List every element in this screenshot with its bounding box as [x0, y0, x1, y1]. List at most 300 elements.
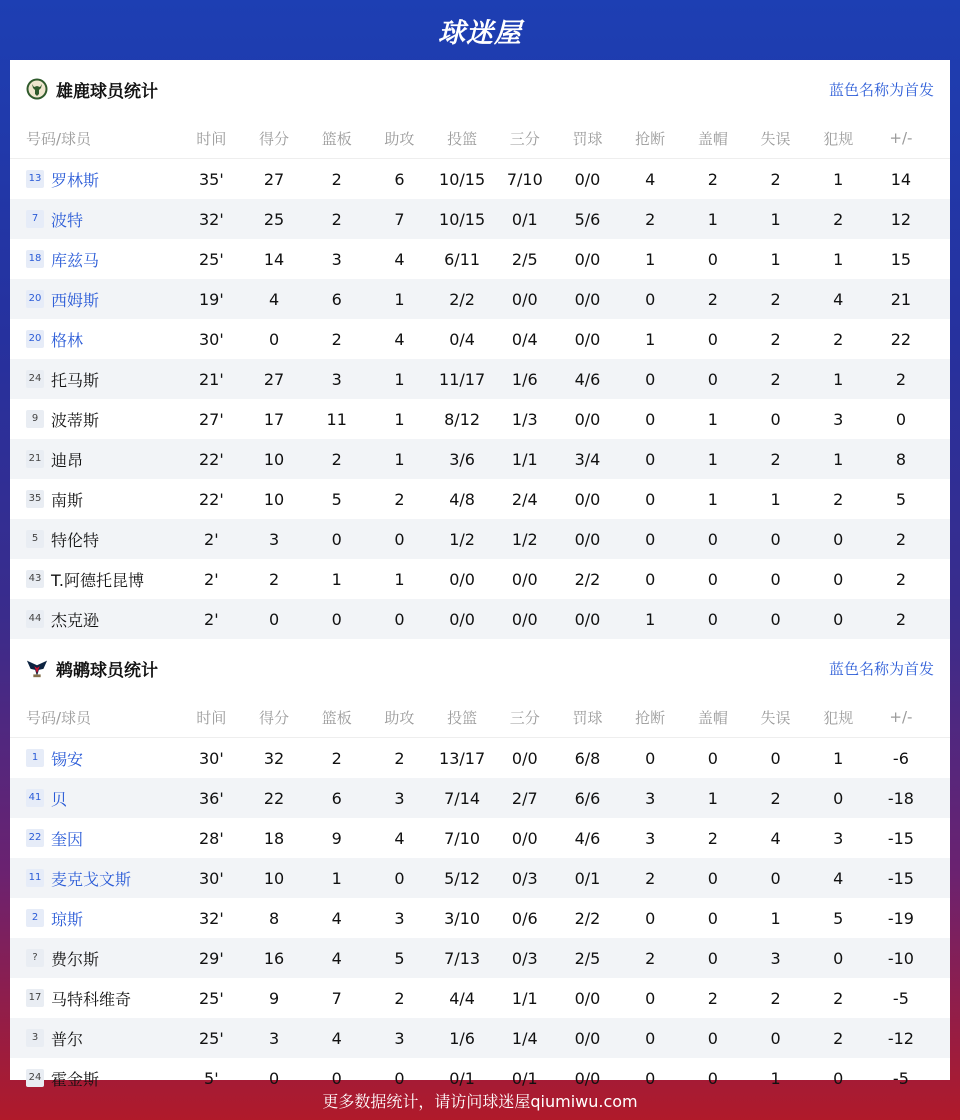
stat-cell: 2: [645, 948, 656, 968]
stat-cell: 0: [645, 529, 656, 549]
stat-cell: 0/4: [449, 329, 475, 349]
jersey-number-badge: 7: [26, 210, 44, 228]
stat-cell: 3: [394, 788, 405, 808]
stat-cell: 0: [707, 369, 718, 389]
stat-cell: 5/12: [444, 868, 481, 888]
stat-cell: 1/6: [449, 1028, 475, 1048]
stat-cell: 2: [645, 868, 656, 888]
column-header: 罚球: [572, 129, 603, 148]
stat-cell: 3: [770, 948, 781, 968]
stat-cell: 2: [895, 609, 906, 629]
stat-cell: 1: [394, 569, 405, 589]
stat-cell: 4: [331, 1028, 342, 1048]
stat-cell: 4: [833, 289, 844, 309]
stat-cell: 0: [707, 569, 718, 589]
column-header: 篮板: [321, 708, 352, 727]
stat-cell: 4: [394, 249, 405, 269]
column-header: 时间: [196, 129, 227, 148]
stat-cell: 4: [268, 289, 280, 309]
stat-cell: 0: [770, 529, 781, 549]
jersey-number-badge: 17: [26, 989, 44, 1007]
stat-cell: 0: [645, 1028, 656, 1048]
jersey-number-badge: 18: [26, 250, 44, 268]
player-cell: [10, 168, 180, 191]
stat-cell: 2: [895, 529, 906, 549]
stat-cell: 0/1: [574, 868, 601, 888]
stat-cell: 0/0: [574, 329, 601, 349]
stat-cell: 2: [833, 329, 844, 349]
stat-cell: -10: [887, 948, 914, 968]
stat-cell: 3: [268, 1028, 280, 1048]
player-row[interactable]: [10, 159, 950, 199]
stat-cell: 0: [645, 908, 656, 928]
player-name[interactable]: T.阿德托昆博: [51, 570, 144, 590]
stat-cell: 0/0: [449, 569, 475, 589]
stat-cell: 12: [890, 209, 912, 229]
stat-cell: 3: [645, 788, 656, 808]
stat-cell: 0: [707, 1068, 718, 1088]
stat-cell: 2: [833, 209, 844, 229]
column-header: +/-: [889, 129, 913, 147]
column-header: +/-: [889, 708, 913, 726]
stat-cell: 1: [707, 209, 718, 229]
stat-cell: 0: [770, 748, 781, 768]
column-header: 号码/球员: [26, 129, 92, 148]
stat-cell: 2: [645, 209, 656, 229]
stat-cell: -5: [892, 1068, 909, 1088]
stat-cell: 0/0: [574, 289, 601, 309]
player-cell: [10, 608, 180, 631]
stats-table: [10, 118, 950, 639]
stat-cell: 1: [833, 369, 844, 389]
stat-cell: 4: [394, 329, 405, 349]
footer-link[interactable]: 更多数据统计，请访问球迷屋qiumiwu.com: [322, 1091, 638, 1111]
stat-cell: 5: [331, 489, 342, 509]
stat-cell: 3: [833, 828, 844, 848]
player-row[interactable]: [10, 599, 950, 639]
stat-cell: 25: [263, 209, 285, 229]
stat-cell: 0: [707, 748, 718, 768]
stat-cell: 0: [833, 788, 844, 808]
stat-cell: 6/8: [574, 748, 601, 768]
player-row[interactable]: [10, 239, 950, 279]
stat-cell: 0: [770, 1028, 781, 1048]
stat-cell: 2': [204, 529, 219, 549]
stat-cell: 6: [331, 289, 342, 309]
stat-cell: 1: [394, 409, 405, 429]
player-row[interactable]: [10, 399, 950, 439]
player-cell: [10, 787, 180, 810]
stat-cell: 0: [707, 609, 718, 629]
stat-cell: 11/17: [439, 369, 486, 389]
player-name[interactable]: 马特科维奇: [51, 989, 132, 1009]
stat-cell: 0/0: [574, 489, 601, 509]
jersey-number-badge: 2: [26, 909, 44, 927]
stat-cell: 32: [263, 748, 285, 768]
stat-cell: 6: [331, 788, 342, 808]
player-row[interactable]: [10, 858, 950, 898]
jersey-number-badge: 41: [26, 789, 44, 807]
player-row[interactable]: [10, 938, 950, 978]
player-row[interactable]: [10, 479, 950, 519]
player-row[interactable]: [10, 319, 950, 359]
player-name[interactable]: 西姆斯: [51, 290, 100, 310]
stat-cell: 0: [645, 748, 656, 768]
stat-cell: 3: [645, 828, 656, 848]
stat-cell: 2: [331, 329, 342, 349]
player-cell: [10, 747, 180, 770]
stat-cell: 2/2: [449, 289, 475, 309]
stat-cell: 8: [895, 449, 906, 469]
stat-cell: 1: [645, 249, 656, 269]
stat-cell: 0: [268, 1068, 280, 1088]
player-name[interactable]: 迪昂: [51, 450, 84, 470]
player-row[interactable]: [10, 738, 950, 778]
stat-cell: 0: [833, 529, 844, 549]
jersey-number-badge: 35: [26, 490, 44, 508]
player-name[interactable]: 南斯: [51, 490, 84, 510]
stat-cell: 4: [645, 169, 656, 189]
stat-cell: 2/4: [511, 489, 538, 509]
stat-cell: 30': [198, 329, 224, 349]
stat-cell: 2/5: [574, 948, 601, 968]
stat-cell: 21: [890, 289, 912, 309]
stat-cell: 1/1: [511, 988, 538, 1008]
player-row[interactable]: [10, 1018, 950, 1058]
stat-cell: 2: [707, 988, 718, 1008]
stat-cell: -18: [887, 788, 914, 808]
column-header: 投篮: [447, 129, 478, 148]
stat-cell: 2/7: [511, 788, 538, 808]
stat-cell: 14: [263, 249, 285, 269]
section-header: [10, 639, 950, 697]
player-name[interactable]: 罗林斯: [51, 170, 100, 190]
stat-cell: 0/0: [574, 1028, 601, 1048]
player-name[interactable]: 杰克逊: [51, 610, 100, 630]
stat-cell: 0: [770, 609, 781, 629]
column-header: 犯规: [823, 129, 854, 148]
stat-cell: 4: [770, 828, 781, 848]
starter-note: 蓝色名称为首发: [828, 80, 934, 99]
player-cell: [10, 288, 180, 311]
stat-cell: 2/2: [574, 569, 601, 589]
stat-cell: 0: [645, 289, 656, 309]
stat-cell: 25': [198, 1028, 224, 1048]
stat-cell: 0: [707, 329, 718, 349]
stat-cell: 1: [770, 249, 781, 269]
player-name[interactable]: 托马斯: [51, 370, 100, 390]
stat-cell: 0: [707, 908, 718, 928]
column-header: 助攻: [384, 708, 415, 727]
stat-cell: 0: [645, 988, 656, 1008]
stat-cell: 35': [198, 169, 224, 189]
stat-cell: 18: [263, 828, 285, 848]
column-header: 盖帽: [697, 129, 728, 148]
stat-cell: 0/6: [511, 908, 538, 928]
stat-cell: 3/6: [449, 449, 475, 469]
stat-cell: -15: [887, 868, 914, 888]
player-cell: [10, 328, 180, 351]
stat-cell: 0: [707, 529, 718, 549]
stat-cell: 1: [394, 449, 405, 469]
stat-cell: 4: [331, 948, 342, 968]
stat-cell: 22': [198, 449, 224, 469]
section-title-group: [26, 77, 158, 102]
stat-cell: 2/5: [511, 249, 538, 269]
column-header: 盖帽: [697, 708, 728, 727]
stat-cell: 0: [331, 1068, 342, 1088]
stat-cell: 0/3: [511, 868, 538, 888]
player-cell: [10, 987, 180, 1010]
player-name[interactable]: 格林: [51, 330, 84, 350]
column-header: 得分: [259, 708, 290, 727]
jersey-number-badge: 24: [26, 370, 44, 388]
jersey-number-badge: 3: [26, 1029, 44, 1047]
player-name[interactable]: 波特: [51, 210, 84, 230]
stat-cell: 0: [707, 868, 718, 888]
stat-cell: 2: [833, 1028, 844, 1048]
site-logo[interactable]: 球迷屋: [438, 17, 522, 49]
stat-cell: 6/6: [574, 788, 601, 808]
player-row[interactable]: [10, 279, 950, 319]
stat-cell: 0: [394, 529, 405, 549]
stat-cell: 2: [331, 209, 342, 229]
stat-cell: 0: [645, 369, 656, 389]
stat-cell: 7/10: [506, 169, 543, 189]
stat-cell: 4/6: [574, 828, 601, 848]
column-header: 得分: [259, 129, 290, 148]
stat-cell: 4: [394, 828, 405, 848]
player-cell: [10, 208, 180, 231]
stat-cell: 1: [645, 329, 656, 349]
player-name[interactable]: 费尔斯: [51, 949, 100, 969]
stat-cell: 6: [394, 169, 405, 189]
stat-cell: 27': [198, 409, 224, 429]
player-row[interactable]: [10, 898, 950, 938]
player-name[interactable]: 库兹马: [51, 250, 100, 270]
stat-cell: 0/0: [574, 529, 601, 549]
stat-cell: 0/0: [511, 748, 538, 768]
player-row[interactable]: [10, 199, 950, 239]
player-name[interactable]: 特伦特: [51, 530, 100, 550]
jersey-number-badge: 24: [26, 1069, 44, 1087]
stat-cell: 0/0: [574, 988, 601, 1008]
stat-cell: 3: [268, 529, 280, 549]
stat-cell: 3: [394, 1028, 405, 1048]
stat-cell: 21': [198, 369, 224, 389]
player-cell: [10, 488, 180, 511]
player-name[interactable]: 霍金斯: [51, 1069, 100, 1089]
section-title: 鹈鹕球员统计: [56, 660, 158, 681]
stat-cell: 3: [833, 409, 844, 429]
stat-cell: 27: [263, 169, 285, 189]
player-cell: [10, 448, 180, 471]
player-name[interactable]: 贝: [51, 789, 68, 809]
stat-cell: 9: [331, 828, 342, 848]
stat-cell: 2: [770, 449, 781, 469]
player-row[interactable]: [10, 519, 950, 559]
stat-cell: 1: [645, 609, 656, 629]
stat-cell: 2': [204, 609, 219, 629]
bucks-logo-icon: [26, 78, 48, 100]
stat-cell: 0/0: [574, 249, 601, 269]
site-header: [0, 0, 960, 60]
stat-cell: 1: [331, 569, 342, 589]
stat-cell: 3/10: [444, 908, 481, 928]
stat-cell: 28': [198, 828, 224, 848]
stat-cell: 2: [268, 569, 280, 589]
stat-cell: 0: [268, 329, 280, 349]
stat-cell: 0/0: [511, 609, 538, 629]
jersey-number-badge: 43: [26, 570, 44, 588]
stat-cell: 0: [394, 1068, 405, 1088]
player-name[interactable]: 奎因: [51, 829, 84, 849]
stat-cell: 0: [770, 868, 781, 888]
stat-cell: 13/17: [439, 748, 486, 768]
stat-cell: 1: [833, 169, 844, 189]
player-row[interactable]: [10, 559, 950, 599]
stat-cell: 1: [833, 449, 844, 469]
stat-cell: 3: [331, 369, 342, 389]
pelicans-logo-icon: [26, 657, 48, 679]
jersey-number-badge: 20: [26, 290, 44, 308]
stat-cell: 8: [268, 908, 280, 928]
stat-cell: 1/4: [511, 1028, 538, 1048]
stat-cell: 5: [833, 908, 844, 928]
stat-cell: 1: [833, 748, 844, 768]
player-name[interactable]: 锡安: [51, 749, 84, 769]
player-row[interactable]: [10, 978, 950, 1018]
stat-cell: 29': [198, 948, 224, 968]
column-header: 抢断: [635, 708, 666, 727]
stat-cell: 0/1: [511, 1068, 538, 1088]
section-header: [10, 60, 950, 118]
stat-cell: 19': [198, 289, 224, 309]
stat-cell: 36': [198, 788, 224, 808]
player-row[interactable]: [10, 359, 950, 399]
stat-cell: 2: [895, 569, 906, 589]
jersey-number-badge: 1: [26, 749, 44, 767]
stat-cell: 15: [890, 249, 912, 269]
stat-cell: 2: [394, 748, 405, 768]
stat-cell: 8/12: [444, 409, 481, 429]
player-name[interactable]: 琼斯: [51, 909, 84, 929]
stat-cell: 1: [707, 788, 718, 808]
player-name[interactable]: 普尔: [51, 1029, 84, 1049]
stat-cell: 7/14: [444, 788, 481, 808]
stat-cell: 2: [833, 489, 844, 509]
stat-cell: 0: [770, 569, 781, 589]
stat-cell: 6/11: [444, 249, 481, 269]
jersey-number-badge: ?: [26, 949, 44, 967]
stat-cell: 1: [770, 489, 781, 509]
stat-cell: 0/0: [574, 409, 601, 429]
stat-cell: 0: [331, 529, 342, 549]
pelicans-stats-section: [10, 639, 950, 1098]
stat-cell: 0: [645, 449, 656, 469]
stat-cell: 1: [770, 1068, 781, 1088]
stat-cell: 0/0: [511, 828, 538, 848]
stat-cell: 2: [331, 748, 342, 768]
stat-cell: 0: [895, 409, 906, 429]
stat-cell: 1/1: [511, 449, 538, 469]
stat-cell: 0: [645, 569, 656, 589]
column-header: 失误: [760, 708, 791, 727]
column-header: 号码/球员: [26, 708, 92, 727]
stat-cell: 10/15: [439, 169, 486, 189]
stat-cell: 0: [645, 489, 656, 509]
stat-cell: 2: [770, 329, 781, 349]
player-row[interactable]: [10, 439, 950, 479]
stat-cell: 1: [331, 868, 342, 888]
jersey-number-badge: 44: [26, 610, 44, 628]
stat-cell: 10: [263, 868, 285, 888]
stat-cell: 2/2: [574, 908, 601, 928]
stat-cell: 0: [645, 409, 656, 429]
stat-cell: 0: [833, 609, 844, 629]
section-title-group: [26, 656, 158, 681]
jersey-number-badge: 21: [26, 450, 44, 468]
column-header: 三分: [509, 129, 540, 148]
stat-cell: 3/4: [574, 449, 601, 469]
player-cell: [10, 368, 180, 391]
player-cell: [10, 248, 180, 271]
stat-cell: 22': [198, 489, 224, 509]
player-name[interactable]: 麦克戈文斯: [51, 869, 132, 889]
stat-cell: 0: [707, 948, 718, 968]
stat-cell: 0/1: [449, 1068, 475, 1088]
stat-cell: 0/4: [511, 329, 538, 349]
stat-cell: 4/6: [574, 369, 601, 389]
stat-cell: -12: [887, 1028, 914, 1048]
stat-cell: 3: [394, 908, 405, 928]
jersey-number-badge: 11: [26, 869, 44, 887]
stat-cell: -15: [887, 828, 914, 848]
stat-cell: 7: [331, 988, 342, 1008]
jersey-number-badge: 22: [26, 829, 44, 847]
bucks-stats-section: [10, 60, 950, 639]
stat-cell: 0: [770, 409, 781, 429]
player-name[interactable]: 波蒂斯: [51, 410, 100, 430]
stat-cell: 2: [833, 988, 844, 1008]
stat-cell: 10: [263, 449, 285, 469]
stat-cell: 0/0: [574, 609, 601, 629]
stat-cell: 0: [331, 609, 342, 629]
stat-cell: 5': [204, 1068, 219, 1088]
table-header-row: [10, 118, 950, 159]
player-row[interactable]: [10, 778, 950, 818]
column-header: 投篮: [447, 708, 478, 727]
stat-cell: 7/10: [444, 828, 481, 848]
player-cell: [10, 907, 180, 930]
jersey-number-badge: 9: [26, 410, 44, 428]
stat-cell: 1/6: [511, 369, 538, 389]
stat-cell: 22: [263, 788, 285, 808]
player-row[interactable]: [10, 818, 950, 858]
stat-cell: 1/2: [449, 529, 475, 549]
stat-cell: 5: [895, 489, 906, 509]
player-cell: [10, 947, 180, 970]
stat-cell: 16: [263, 948, 285, 968]
stat-cell: 1: [707, 449, 718, 469]
stat-cell: 14: [890, 169, 912, 189]
column-header: 助攻: [384, 129, 415, 148]
stat-cell: 0: [833, 569, 844, 589]
stat-cell: 0/0: [449, 609, 475, 629]
stat-cell: 4: [331, 908, 342, 928]
stats-table: [10, 697, 950, 1098]
stat-cell: 0/0: [574, 1068, 601, 1088]
